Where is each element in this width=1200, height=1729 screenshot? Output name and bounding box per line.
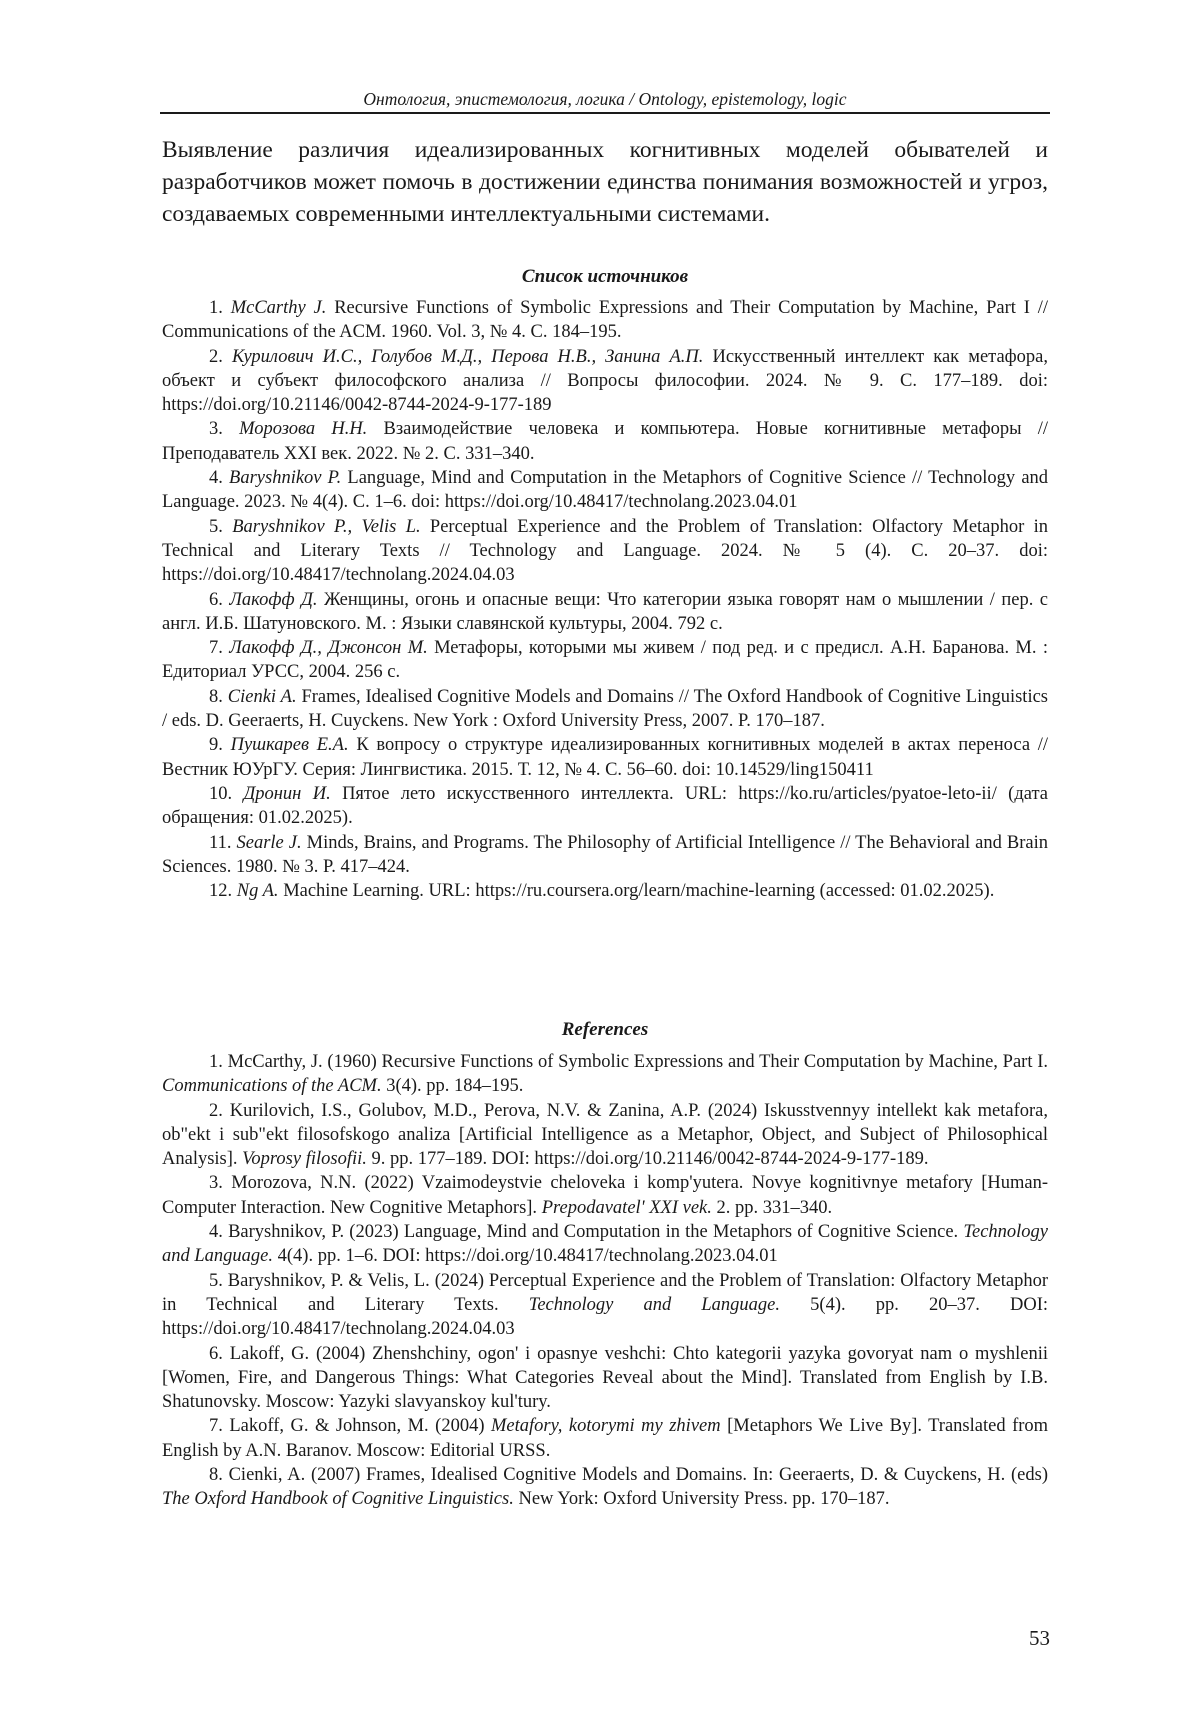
references-list [162,1050,1048,1512]
sources-list [162,296,1048,903]
reference-item: 8. Cienki, A. (2007) Frames, Idealised Cognitive Models and Domains. In: Geeraerts, D. & Cuyckens, H. (eds) The Oxford Handbook of Cognitive Linguistics. New York: Oxford University Press. pp. 170–187. [162,1465,1048,1510]
source-item: 8. Cienki A. Frames, Idealised Cognitive Models and Domains // The Oxford Handbook of Cognitive Linguistics / eds. D. Geeraerts, H. Cuyckens. New York : Oxford University Press, 2007. P. 170–187. [162,686,1048,732]
reference-item: 3. Morozova, N.N. (2022) Vzaimodeystvie cheloveka i komp'yutera. Novye kognitivnye metafory [Human-Computer Interaction. New Cognitive Metaphors]. Prepodavatel' XXI vek. 2. pp. 331–340. [162,1173,1048,1218]
lead-paragraph: Выявление различия идеализированных когнитивных моделей обывателей и разработчиков может помочь в достижении единства понимания возможностей и угроз, создаваемых современными интеллектуальными системами. [162,137,1048,227]
source-item: 1. McCarthy J. Recursive Functions of Symbolic Expressions and Their Computation by Machine, Part I // Communications of the ACM. 1960. Vol. 3, № 4. С. 184–195. [162,298,1048,343]
source-item: 4. Baryshnikov P. Language, Mind and Computation in the Metaphors of Cognitive Science // Technology and Language. 2023. № 4(4). С. 1–6. doi: https://doi.org/10.48417/technolang.2023.04.01 [162,468,1049,513]
references-heading: References [561,1019,649,1040]
source-item: 7. Лакофф Д., Джонсон М. Метафоры, которыми мы живем / под ред. и с предисл. А.Н. Баранова. М. : Едиториал УРСС, 2004. 256 с. [162,638,1048,683]
reference-item: 1. McCarthy, J. (1960) Recursive Functions of Symbolic Expressions and Their Computation by Machine, Part I. Communications of the ACM. 3(4). pp. 184–195. [162,1052,1049,1097]
reference-item: 6. Lakoff, G. (2004) Zhenshchiny, ogon' i opasnye veshchi: Chto kategorii yazyka govoryat nam o myshlenii [Women, Fire, and Dangerous Things: What Categories Reveal about the Mind]. Translated from English by I.B. Shatunovsky. Moscow: Yazyki slavyanskoy kul'tury. [162,1343,1048,1413]
reference-item: 2. Kurilovich, I.S., Golubov, M.D., Perova, N.V. & Zanina, A.P. (2024) Iskusstvennyy intellekt kak metafora, ob"ekt i sub"ekt filosofskogo analiza [Artificial Intelligence as a Metaphor, Object, and Subject of Philosophical Analysis]. Voprosy filosofii. 9. pp. 177–189. DOI: https://doi.org/10.21146/0042-8744-2024-9-177-189. [162,1100,1049,1170]
source-item: 6. Лакофф Д. Женщины, огонь и опасные вещи: Что категории языка говорят нам о мышлении / пер. с англ. И.Б. Шатуновского. М. : Языки славянской культуры, 2004. 792 с. [162,589,1049,634]
header-rule [160,112,1050,114]
source-item: 12. Ng A. Machine Learning. URL: https://ru.coursera.org/learn/machine-learning (accessed: 01.02.2025). [209,881,995,902]
source-item: 10. Дронин И. Пятое лето искусственного интеллекта. URL: https://ko.ru/articles/pyatoe-leto-ii/ (дата обращения: 01.02.2025). [162,783,1049,829]
reference-item: 4. Baryshnikov, P. (2023) Language, Mind and Computation in the Metaphors of Cognitive Science. Technology and Language. 4(4). pp. 1–6. DOI: https://doi.org/10.48417/technolang.2023.04.01 [162,1222,1049,1267]
reference-item: 7. Lakoff, G. & Johnson, M. (2004) Metafory, kotorymi my zhivem [Metaphors We Live By]. Translated from English by A.N. Baranov. Moscow: Editorial URSS. [162,1416,1049,1461]
source-item: 5. Baryshnikov P., Velis L. Perceptual Experience and the Problem of Translation: Olfactory Metaphor in Technical and Literary Texts // Technology and Language. 2024. № 5 (4). С. 20–37. doi: https://doi.org/10.48417/technolang.2024.04.03 [162,516,1048,586]
source-item: 2. Курилович И.С., Голубов М.Д., Перова Н.В., Занина А.П. Искусственный интеллект как метафора, объект и субъект философского анализа // Вопросы философии. 2024. № 9. С. 177–189. doi: https://doi.org/10.21146/0042-8744-2024-9-177-189 [162,346,1049,416]
running-head: Онтология, эпистемология, логика / Ontology, epistemology, logic [363,89,847,109]
sources-heading: Список источников [521,266,689,287]
page-number: 53 [1029,1626,1050,1650]
source-item: 9. Пушкарев Е.А. К вопросу о структуре идеализированных когнитивных моделей в актах переноса // Вестник ЮУрГУ. Серия: Лингвистика. 2015. Т. 12, № 4. С. 56–60. doi: 10.14529/ling150411 [162,735,1049,780]
source-item: 3. Морозова Н.Н. Взаимодействие человека и компьютера. Новые когнитивные метафоры // Преподаватель XXI век. 2022. № 2. С. 331–340. [162,419,1049,464]
reference-item: 5. Baryshnikov, P. & Velis, L. (2024) Perceptual Experience and the Problem of Translation: Olfactory Metaphor in Technical and Literary Texts. Technology and Language. 5(4). pp. 20–37. DOI: https://doi.org/10.48417/technolang.2024.04.03 [162,1270,1049,1340]
source-item: 11. Searle J. Minds, Brains, and Programs. The Philosophy of Artificial Intelligence // The Behavioral and Brain Sciences. 1980. № 3. P. 417–424. [162,832,1048,877]
